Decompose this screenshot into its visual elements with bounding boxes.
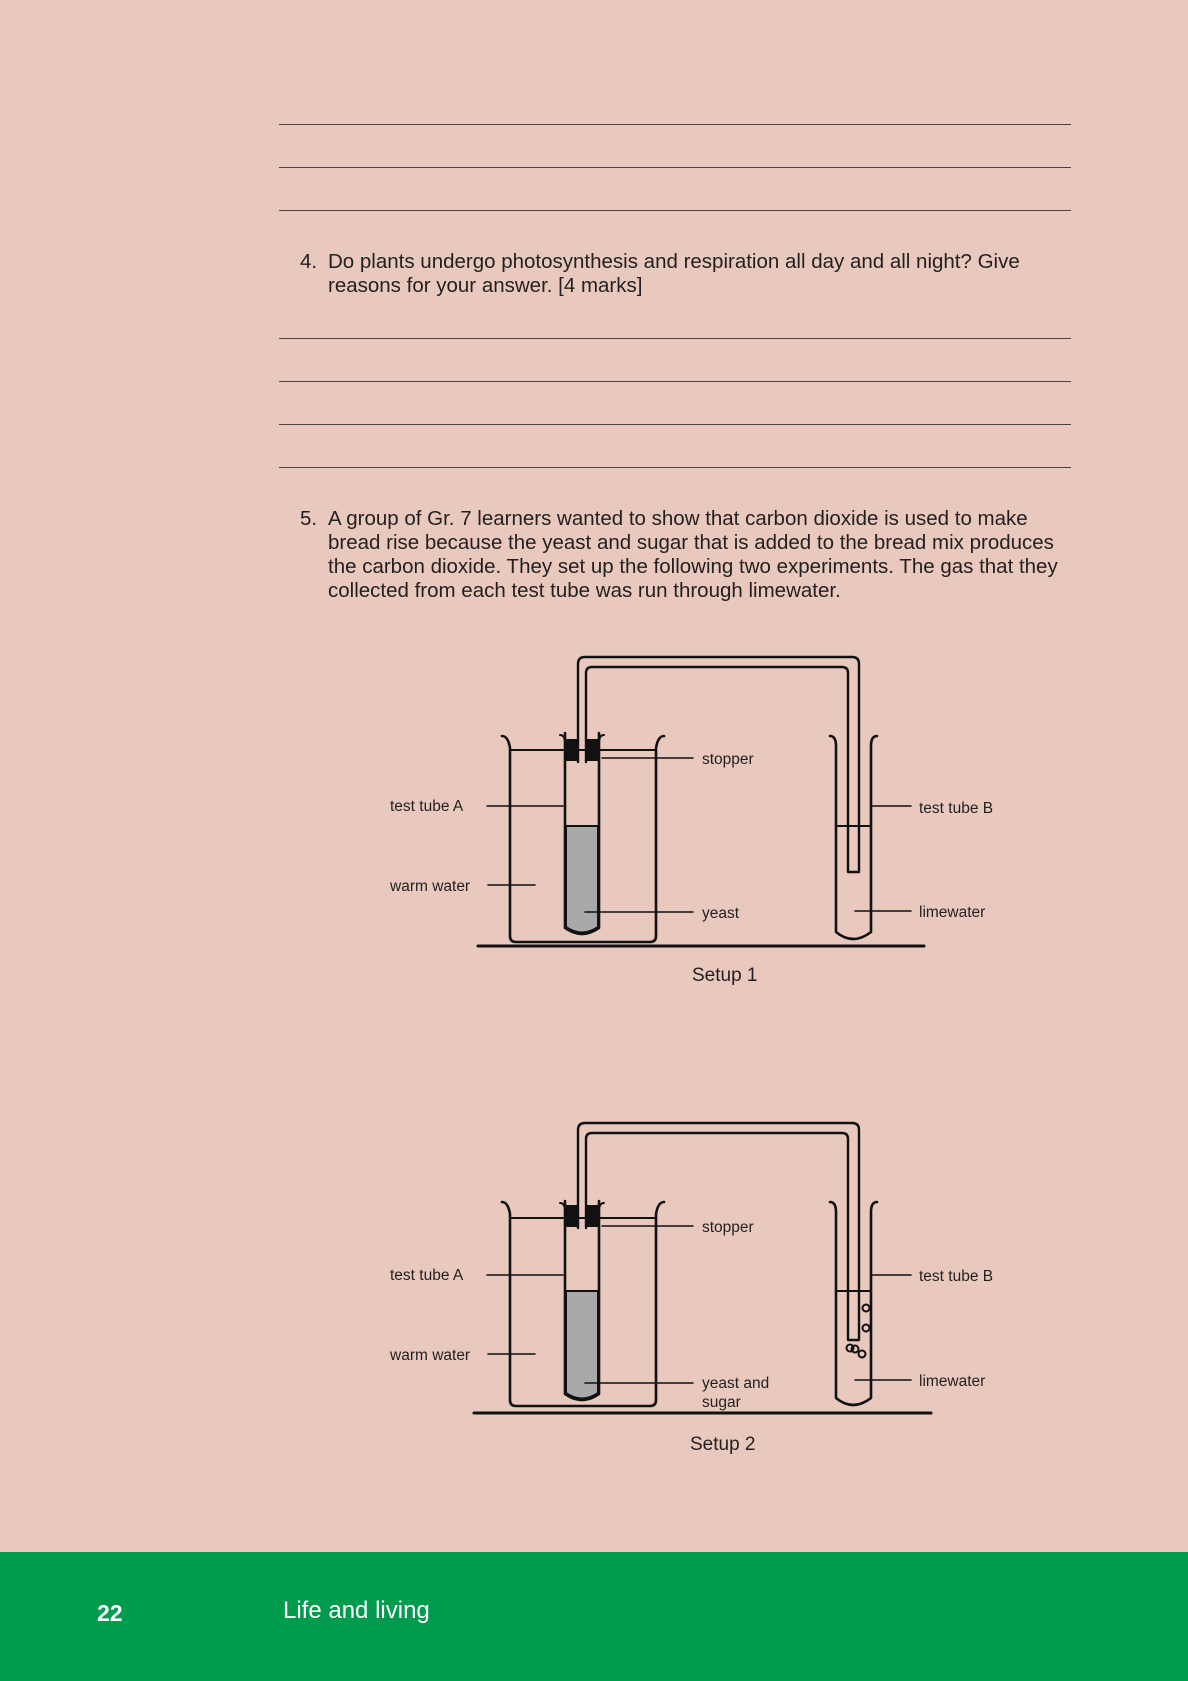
test-tube-a-label: test tube A [390, 798, 464, 815]
stopper-label: stopper [702, 1219, 754, 1236]
test-tube-b-label: test tube B [919, 1268, 994, 1285]
limewater-label: limewater [919, 904, 986, 921]
setup-1-diagram [478, 657, 924, 946]
question-number: 4. [300, 250, 318, 273]
footer-bar [0, 1552, 1188, 1681]
stopper [565, 739, 578, 761]
stopper [586, 1205, 599, 1227]
chapter-title: Life and living [283, 1597, 430, 1624]
question-text: Do plants undergo photosynthesis and respiration all day and all night? Give reasons for your answer. [4 marks] [328, 250, 1020, 297]
setup-2-caption: Setup 2 [690, 1434, 756, 1455]
stopper [586, 739, 599, 761]
yeast-sugar-label-line1: yeast and [702, 1375, 770, 1392]
test-tube-b-label: test tube B [919, 800, 994, 817]
yeast-sugar-label-line2: sugar [702, 1394, 741, 1411]
stopper [565, 1205, 578, 1227]
yeast-label: yeast [702, 905, 740, 922]
yeast-fill [566, 826, 598, 933]
warm-water-label: warm water [390, 878, 471, 895]
test-tube-a-label: test tube A [390, 1267, 464, 1284]
setup-2-diagram [474, 1123, 931, 1413]
question-number: 5. [300, 507, 318, 530]
page-number: 22 [97, 1600, 123, 1626]
test-tube-b [830, 1202, 877, 1405]
question-text: A group of Gr. 7 learners wanted to show that carbon dioxide is used to make bread rise because the yeast and sugar that is added to the bread mix produces the carbon dioxide. They set up the following two experiments. The gas that they collected from each test tube was run through limewater. [328, 507, 1058, 602]
limewater-label: limewater [919, 1373, 986, 1390]
test-tube-b [830, 736, 877, 939]
setup-1-caption: Setup 1 [692, 965, 758, 986]
warm-water-label: warm water [390, 1347, 471, 1364]
stopper-label: stopper [702, 751, 754, 768]
